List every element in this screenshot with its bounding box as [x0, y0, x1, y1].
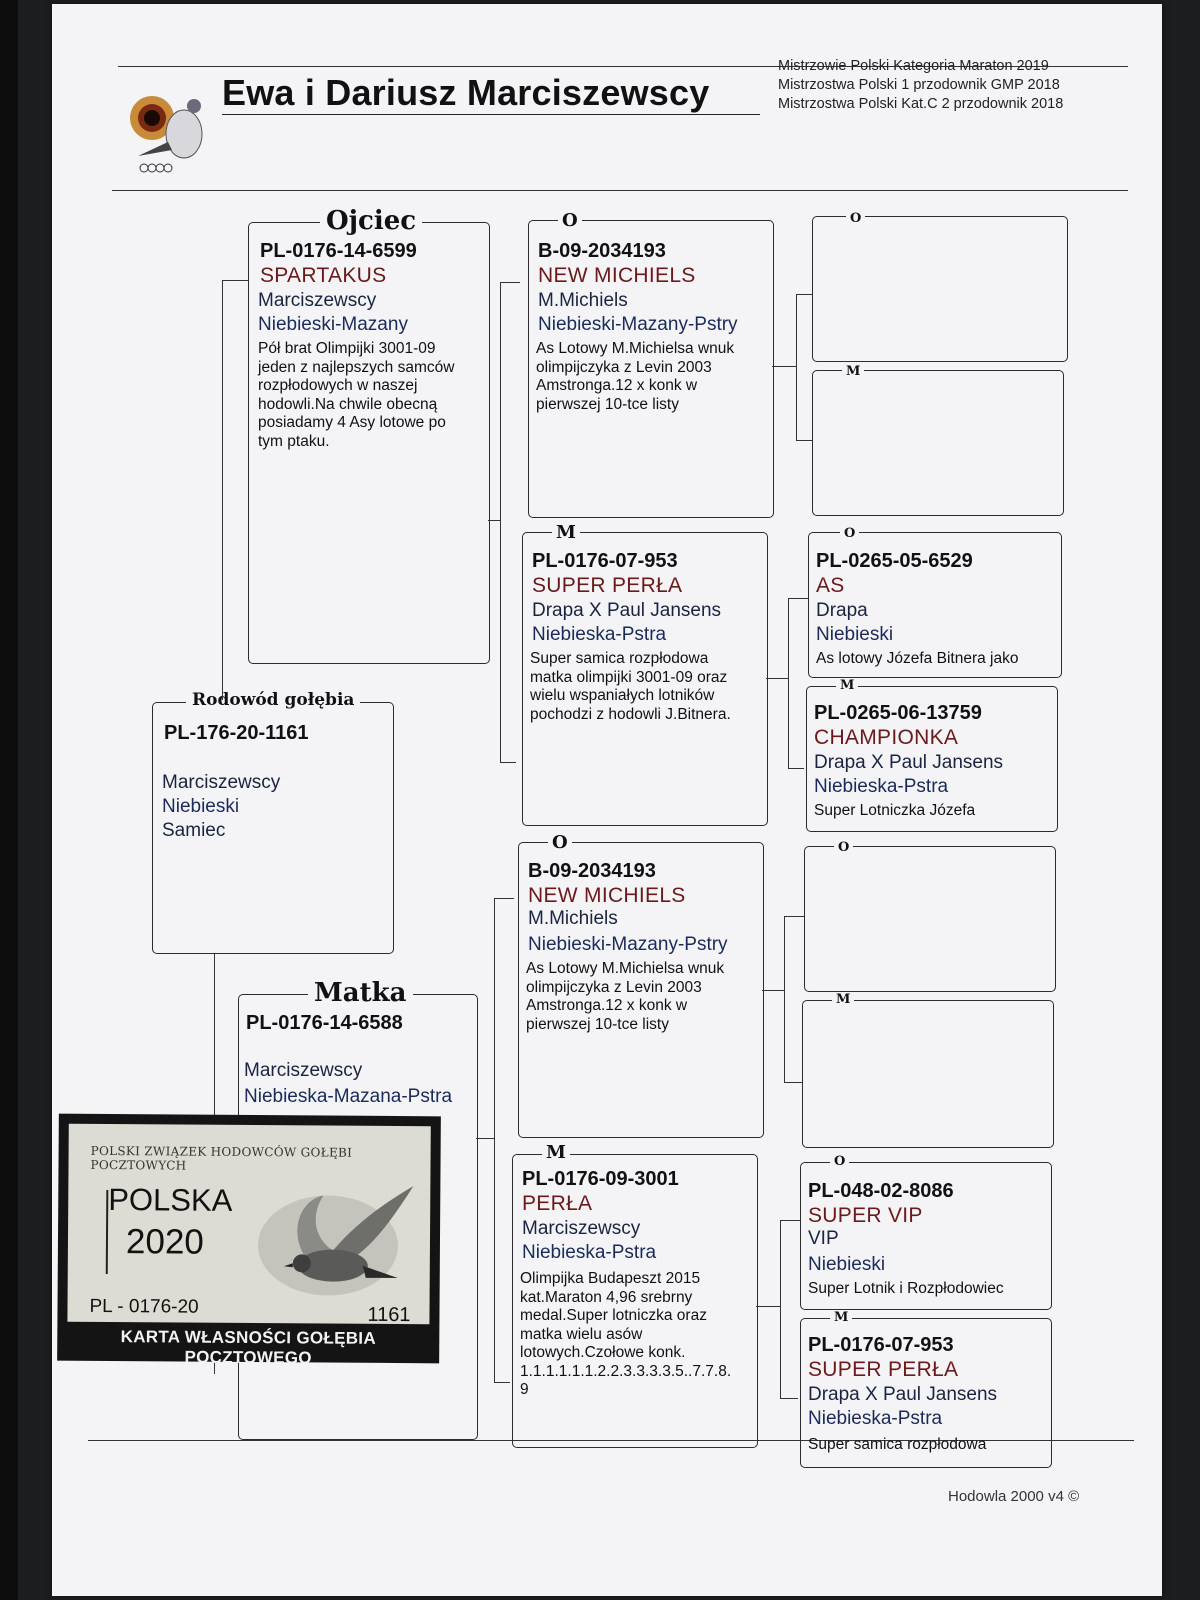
mf-tag: O: [548, 832, 572, 853]
mfm-box: [802, 1000, 1054, 1148]
ffm-box: [812, 370, 1064, 516]
ffm-tag: M: [842, 364, 864, 379]
ff-connector-bracket: [796, 294, 797, 440]
father-description: Pół brat Olimpijki 3001-09 jeden z najlepszych samców rozpłodowych w naszej hodowli.Na chwile obecną posiadamy 4 Asy lotowe po tym ptaku.: [258, 340, 455, 450]
mf-description: As Lotowy M.Michielsa wnuk olimpijczyka z Levin 2003 Amstronga.12 x konk w pierwszej 10-tce listy: [526, 960, 725, 1033]
ff-name: NEW MICHIELS: [538, 264, 696, 287]
mother-owner: Marciszewscy: [244, 1060, 363, 1081]
pigeon-label: Rodowód gołębia: [186, 690, 360, 710]
fm-connector-top: [788, 598, 808, 599]
pigeon-sex: Samiec: [162, 820, 226, 841]
card-ring-number: 1161: [367, 1303, 411, 1327]
mm-connector-stub: [756, 1306, 780, 1307]
mmm-ring: PL-0176-07-953: [808, 1334, 954, 1356]
page-title: Ewa i Dariusz Marciszewscy: [222, 72, 710, 113]
fm-connector-bracket: [788, 598, 789, 768]
ff-connector-top: [796, 294, 812, 295]
background-edge: [0, 0, 18, 1600]
fmm-tag: M: [836, 678, 858, 693]
father-connector-bracket: [500, 282, 501, 762]
mmm-tag: M: [830, 1310, 852, 1325]
fmf-name: AS: [816, 574, 845, 597]
mm-ring: PL-0176-09-3001: [522, 1168, 679, 1190]
mf-ring: B-09-2034193: [528, 860, 656, 882]
fmf-color: Niebieski: [816, 624, 894, 645]
mf-connector-bracket: [784, 916, 785, 1082]
father-ring: PL-0176-14-6599: [260, 240, 417, 262]
mmm-name: SUPER PERŁA: [808, 1358, 959, 1381]
fff-tag: O: [846, 211, 865, 226]
pigeon-owner: Marciszewscy: [162, 772, 281, 793]
ownership-card: [57, 1114, 441, 1368]
father-connector-bottom: [500, 762, 516, 763]
father-label: Ojciec: [320, 206, 422, 236]
father-connector-stub: [488, 520, 500, 521]
fmf-owner: Drapa: [816, 600, 868, 621]
fmm-color: Niebieska-Pstra: [814, 776, 949, 797]
ff-connector-stub: [772, 366, 796, 367]
mmf-color: Niebieski: [808, 1254, 886, 1275]
mm-name: PERŁA: [522, 1192, 593, 1215]
mmm-color: Niebieska-Pstra: [808, 1408, 943, 1429]
mother-ring: PL-0176-14-6588: [246, 1012, 403, 1034]
mf-connector-stub: [762, 990, 784, 991]
card-issuer: POLSKI ZWIĄZEK HODOWCÓW GOŁĘBI POCZTOWYCH: [90, 1143, 353, 1173]
pigeon-color: Niebieski: [162, 796, 240, 817]
card-country: POLSKA: [108, 1182, 233, 1218]
connector-to-father: [222, 280, 223, 700]
ff-description: As Lotowy M.Michielsa wnuk olimpijczyka z Levin 2003 Amstronga.12 x konk w pierwszej 10-tce listy: [536, 340, 735, 413]
mf-name: NEW MICHIELS: [528, 884, 686, 907]
mmf-tag: O: [830, 1154, 849, 1169]
ff-owner: M.Michiels: [538, 290, 628, 311]
mf-connector-top: [784, 916, 804, 917]
achievement-3: Mistrzostwa Polski Kat.C 2 przodownik 2018: [778, 96, 1064, 112]
fm-ring: PL-0176-07-953: [532, 550, 678, 572]
ff-connector-bottom: [796, 440, 812, 441]
header-rule-bottom: [112, 190, 1128, 191]
fm-connector-bottom: [788, 768, 804, 769]
mf-connector-bottom: [784, 1082, 802, 1083]
connector-to-father-tick: [222, 280, 248, 281]
pigeon-ring: PL-176-20-1161: [164, 722, 309, 744]
mff-tag: O: [834, 840, 853, 855]
mmf-name: SUPER VIP: [808, 1204, 923, 1227]
fm-owner: Drapa X Paul Jansens: [532, 600, 722, 621]
fmf-tag: O: [840, 526, 859, 541]
fm-connector-stub: [766, 678, 788, 679]
mf-color: Niebieski-Mazany-Pstry: [528, 934, 728, 955]
fmm-ring: PL-0265-06-13759: [814, 702, 982, 724]
card-year: 2020: [125, 1222, 204, 1262]
fmm-description: Super Lotniczka Józefa: [814, 802, 976, 819]
fmf-description: As lotowy Józefa Bitnera jako: [816, 650, 1019, 667]
fff-box: [812, 216, 1068, 362]
ff-ring: B-09-2034193: [538, 240, 666, 262]
father-connector-top: [500, 282, 520, 283]
card-ring-prefix: PL - 0176-20: [89, 1295, 199, 1318]
breeder-logo: [128, 90, 214, 176]
mm-connector-top: [780, 1220, 800, 1221]
father-color: Niebieski-Mazany: [258, 314, 408, 335]
mm-connector-bottom: [780, 1398, 798, 1399]
fmm-owner: Drapa X Paul Jansens: [814, 752, 1004, 773]
ff-color: Niebieski-Mazany-Pstry: [538, 314, 738, 335]
pigeon-illustration: [238, 1165, 419, 1306]
fmf-ring: PL-0265-05-6529: [816, 550, 973, 572]
mmm-owner: Drapa X Paul Jansens: [808, 1384, 998, 1405]
fm-color: Niebieska-Pstra: [532, 624, 667, 645]
mother-connector-bracket: [494, 898, 495, 1382]
achievement-1: Mistrzowie Polski Kategoria Maraton 2019: [778, 58, 1049, 74]
mm-color: Niebieska-Pstra: [522, 1242, 657, 1263]
mmf-owner: VIP: [808, 1228, 839, 1249]
card-face: [67, 1124, 430, 1325]
father-owner: Marciszewscy: [258, 290, 377, 311]
fm-name: SUPER PERŁA: [532, 574, 683, 597]
title-underline: [222, 114, 760, 115]
mf-owner: M.Michiels: [528, 908, 618, 929]
mother-label: Matka: [308, 978, 413, 1008]
mother-connector-bottom: [494, 1382, 510, 1383]
mother-connector-top: [494, 898, 514, 899]
mmf-description: Super Lotnik i Rozpłodowiec: [808, 1280, 1004, 1297]
mmf-ring: PL-048-02-8086: [808, 1180, 954, 1202]
father-name: SPARTAKUS: [260, 264, 387, 287]
mfm-tag: M: [832, 992, 854, 1007]
card-title: KARTA WŁASNOŚCI GOŁĘBIA POCZTOWEGO: [120, 1327, 377, 1368]
mm-owner: Marciszewscy: [522, 1218, 641, 1239]
mother-color: Niebieska-Mazana-Pstra: [244, 1086, 453, 1107]
mmm-description: Super samica rozpłodowa: [808, 1436, 987, 1453]
fmm-name: CHAMPIONKA: [814, 726, 959, 749]
fm-description: Super samica rozpłodowa matka olimpijki 3001-09 oraz wielu wspaniałych lotników pochodzi z hodowli J.Bitnera.: [530, 650, 731, 723]
mff-box: [804, 846, 1056, 992]
mm-description: Olimpijka Budapeszt 2015 kat.Maraton 4,96 srebrny medal.Super lotniczka oraz matka wielu asów lotowych.Czołowe konk. 1.1.1.1.1.1.2.2.3.3.3.3.5..7.7.8. 9: [520, 1270, 732, 1398]
software-credit: Hodowla 2000 v4 ©: [948, 1488, 1080, 1505]
mm-tag: M: [542, 1142, 570, 1163]
ff-tag: O: [558, 210, 582, 231]
achievement-2: Mistrzostwa Polski 1 przodownik GMP 2018: [778, 77, 1060, 93]
mother-connector-stub: [476, 1138, 494, 1139]
mm-connector-bracket: [780, 1220, 781, 1398]
fm-tag: M: [552, 522, 580, 543]
